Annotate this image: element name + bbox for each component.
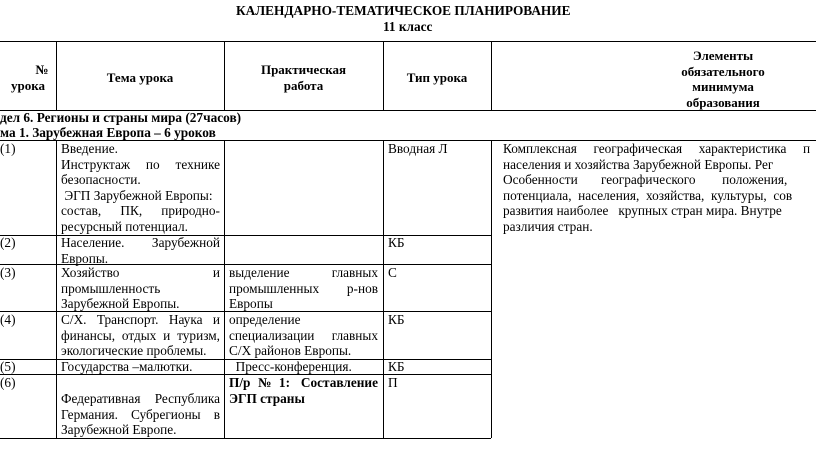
lesson-type: П [388,375,398,390]
header-practical: Практическая работа [260,62,347,93]
lesson-topic: С/Х. Транспорт. Наука и финансы, отдых и туризм, экологические проблемы. [61,312,220,358]
practical-work: П/р№1: Составление ЭГП страны [229,375,378,406]
header-type: Тип урока [406,70,468,85]
lesson-topic: Введение. Инструктаж по технике безопасности. ЭГП Зарубежной Европы: состав, ПК, природно- ресурсный потенциал. [61,141,220,234]
header-num: № урока [10,62,49,93]
lesson-topic: Хозяйство и промышленность Зарубежной Европы. [61,265,220,311]
lesson-type: КБ [388,312,405,327]
lesson-topic: Государства –малютки. [61,359,193,374]
lesson-type: КБ [388,235,405,250]
lesson-number: (5) [0,359,16,374]
lesson-number: (2) [0,235,16,250]
practical-work: выделение главных промышленных р-нов Европы [229,265,378,311]
practical-work: Пресс-конференция. [229,359,352,374]
lesson-topic: Население. Зарубежной Европы. [61,235,220,266]
header-elements: Элементы обязательного минимума образования [681,48,765,110]
page-subtitle: 11 класс [383,19,433,34]
header-topic: Тема урока [106,70,174,85]
lesson-number: (3) [0,265,16,280]
theme-title: ма 1. Зарубежная Европа – 6 уроков [0,125,216,140]
lesson-number: (4) [0,312,16,327]
lesson-number: (1) [0,141,16,156]
lesson-type: С [388,265,397,280]
practical-work: определение специализации главных С/Х районов Европы. [229,312,378,358]
minimum-elements-text: Комплексная географическая характеристика п населения и хозяйства Зарубежной Европы. Рег Особенности географического положения, потенциала, населения, хозяйства, культуры, сов развития наиболее крупных стран мира. Внутре различия стран. [503,141,811,234]
page-title: КАЛЕНДАРНО-ТЕМАТИЧЕСКОЕ ПЛАНИРОВАНИЕ [236,3,571,18]
section-title: дел 6. Регионы и страны мира (27часов) [0,110,242,125]
lesson-number: (6) [0,375,16,390]
lesson-topic: Федеративная Республика Германия. Субрегионы в Зарубежной Европе. [61,391,220,437]
lesson-type: КБ [388,359,405,374]
lesson-type: Вводная Л [388,141,448,156]
